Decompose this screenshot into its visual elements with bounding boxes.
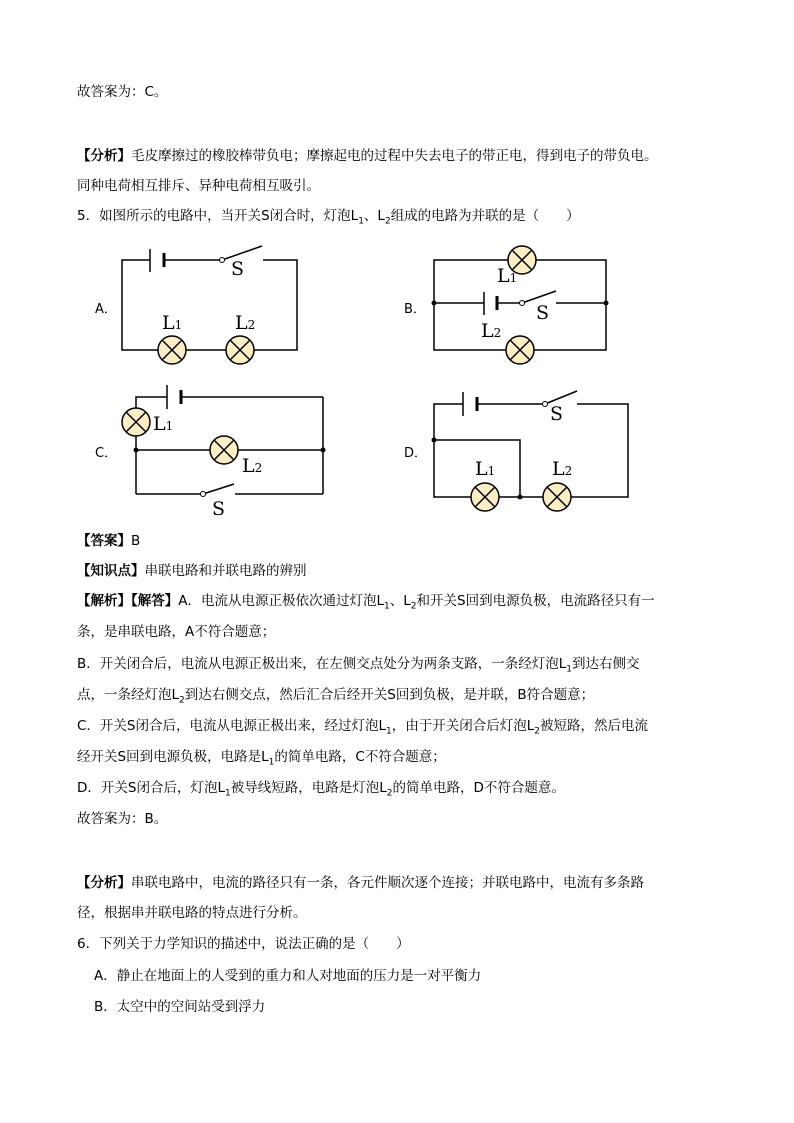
explanation-b2: 点，一条经灯泡$L_2$到达右侧交点，然后汇合后经开关S回到负极，是并联，B符合题意； [77, 687, 595, 706]
question-6-option-a: A．静止在地面上的人受到的重力和人对地面的压力是一对平衡力 [94, 968, 482, 984]
knowledge-point: 【知识点】串联电路和并联电路的辨别 [77, 563, 307, 579]
switch-label: S [536, 302, 550, 324]
answer-line-prev: 故答案为：C。 [77, 84, 168, 100]
analysis-tag: 【分析】 [77, 148, 131, 164]
option-a-label: A． [95, 302, 117, 317]
explanation-a1: 【解析】【解答】A．电流从电源正极依次通过灯泡$L_1$、$L_2$和开关S回到电源负极，电流路径只有一 [77, 593, 655, 612]
lamp-icon [543, 483, 571, 511]
lamp-label: L1 [475, 458, 496, 480]
switch-label: S [550, 403, 564, 425]
answer-line: 【答案】B [77, 533, 141, 549]
lamp-label: L1 [162, 312, 183, 334]
lamp-label: L2 [481, 320, 502, 342]
option-d-label: D． [404, 446, 428, 461]
explanation-d1: D．开关S闭合后，灯泡$L_1$被导线短路，电路是灯泡$L_2$的简单电路，D不符合题意。 [77, 780, 565, 799]
lamp-label: L2 [235, 312, 256, 334]
analysis-line-2: 同种电荷相互排斥、异种电荷相互吸引。 [77, 178, 320, 194]
final-answer: 故答案为：B。 [77, 811, 168, 827]
question-6-option-b: B．太空中的空间站受到浮力 [94, 999, 266, 1015]
explanation-c2: 经开关S回到电源负极，电路是$L_1$的简单电路，C不符合题意； [77, 749, 446, 768]
explanation-c1: C．开关S闭合后，电流从电源正极出来，经过灯泡$L_1$，由于开关闭合后灯泡$L_2$被短路，然后电流 [77, 718, 649, 737]
explanation-a2: 条，是串联电路，A不符合题意； [77, 624, 276, 640]
lamp-label: L1 [153, 413, 174, 435]
question-5: 5．如图所示的电路中，当开关S闭合时，灯泡$L_1$、$L_2$组成的电路为并联的是（ ） [77, 208, 580, 227]
explanation-b1: B．开关闭合后，电流从电源正极出来，在左侧交点处分为两条支路，一条经灯泡$L_1$到达右侧交 [77, 656, 640, 675]
option-b-label: B． [404, 302, 426, 317]
analysis-2-line-2: 径，根据串并联电路的特点进行分析。 [77, 905, 307, 921]
lamp-label: L2 [242, 455, 263, 477]
lamp-label: L2 [552, 458, 573, 480]
question-6: 6．下列关于力学知识的描述中，说法正确的是（ ） [77, 936, 410, 952]
switch-label: S [231, 258, 245, 280]
switch-label: S [212, 498, 226, 520]
analysis-2-line-1: 【分析】串联电路中，电流的路径只有一条，各元件顺次逐个连接；并联电路中，电流有多条路 [77, 875, 644, 891]
lamp-label: L1 [497, 265, 518, 287]
analysis-text: 毛皮摩擦过的橡胶棒带负电；摩擦起电的过程中失去电子的带正电，得到电子的带负电。 [131, 148, 658, 164]
option-c-label: C． [95, 446, 118, 461]
lamp-icon [471, 483, 499, 511]
